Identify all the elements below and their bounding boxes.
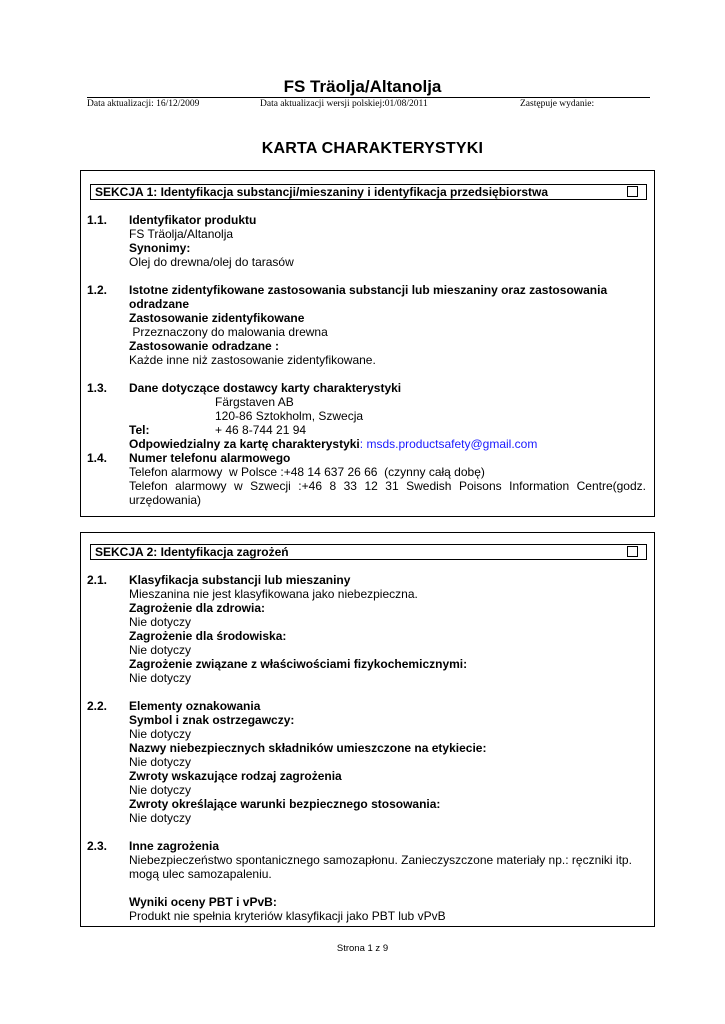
subsection-title: Dane dotyczące dostawcy karty charakterystyki — [129, 381, 402, 395]
identified-use-value: Przeznaczony do malowania drewna — [129, 325, 328, 339]
section-number: 1.1. — [87, 213, 108, 227]
supplier-name: Färgstaven AB — [215, 395, 294, 409]
subsection-title: Istotne zidentyfikowane zastosowania substancji lub mieszaniny oraz zastosowania — [129, 283, 608, 297]
document-meta-row — [87, 97, 650, 111]
subsection-title: Identyfikator produktu — [129, 213, 257, 227]
section-number: 1.3. — [87, 381, 108, 395]
emergency-phone-poland: Telefon alarmowy w Polsce :+48 14 637 26 66 (czynny całą dobę) — [129, 465, 485, 479]
precaution-statements-label: Zwroty określające warunki bezpiecznego stosowania: — [129, 797, 441, 811]
polish-version-date: Data aktualizacji wersji polskiej:01/08/2011 — [260, 99, 428, 109]
justified-word: Swedish — [406, 479, 452, 493]
section-1-heading — [90, 184, 647, 200]
justified-word: 33 — [343, 479, 357, 493]
justified-word: Poisons — [458, 479, 502, 493]
hazard-statements-label: Zwroty wskazujące rodzaj zagrożenia — [129, 769, 342, 783]
pbt-value: Produkt nie spełnia kryteriów klasyfikacji jako PBT lub vPvB — [129, 909, 446, 923]
environment-hazard-value: Nie dotyczy — [129, 643, 192, 657]
section-number: 2.1. — [87, 573, 108, 587]
justified-word: 8 — [329, 479, 337, 493]
other-hazards-text-cont: mogą ulec samozapaleniu. — [129, 867, 272, 881]
checkbox-icon[interactable] — [627, 186, 638, 197]
justified-word: w — [234, 479, 243, 493]
justified-word: Szwecji — [250, 479, 291, 493]
synonyms-label: Synonimy: — [129, 241, 191, 255]
justified-word: Centre(godz. — [576, 479, 646, 493]
symbol-label: Symbol i znak ostrzegawczy: — [129, 713, 295, 727]
section-2-heading — [90, 544, 647, 560]
section-number: 2.2. — [87, 699, 108, 713]
physchem-hazard-value: Nie dotyczy — [129, 671, 192, 685]
health-hazard-value: Nie dotyczy — [129, 615, 192, 629]
advised-against-value: Każde inne niż zastosowanie zidentyfikowane. — [129, 353, 376, 367]
precaution-statements-value: Nie dotyczy — [129, 811, 192, 825]
colon: : — [359, 437, 364, 451]
product-identifier: FS Träolja/Altanolja — [129, 227, 234, 241]
subsection-title: Klasyfikacja substancji lub mieszaniny — [129, 573, 351, 587]
section-number: 2.3. — [87, 839, 108, 853]
emergency-phone-sweden — [129, 479, 646, 493]
component-names-value: Nie dotyczy — [129, 755, 192, 769]
justified-word: alarmowy — [175, 479, 227, 493]
justified-word: 12 — [364, 479, 378, 493]
environment-hazard-label: Zagrożenie dla środowiska: — [129, 629, 287, 643]
health-hazard-label: Zagrożenie dla zdrowia: — [129, 601, 266, 615]
section-2-heading-text: SEKCJA 2: Identyfikacja zagrożeń — [95, 545, 289, 559]
update-date: Data aktualizacji: 16/12/2009 — [87, 99, 200, 109]
page-number: Strona 1 z 9 — [336, 943, 389, 954]
responsible-label: Odpowiedzialny za kartę charakterystyki — [129, 437, 360, 451]
physchem-hazard-label: Zagrożenie związane z właściwościami fizykochemicznymi: — [129, 657, 468, 671]
section-number: 1.4. — [87, 451, 108, 465]
section-number: 1.2. — [87, 283, 108, 297]
email-link[interactable]: msds.productsafety@gmail.com — [363, 437, 538, 451]
checkbox-icon[interactable] — [627, 546, 638, 557]
justified-word: 31 — [385, 479, 399, 493]
supplier-address: 120-86 Sztokholm, Szwecja — [215, 409, 364, 423]
other-hazards-text: Niebezpieczeństwo spontanicznego samozapłonu. Zanieczyszczone materiały np.: ręczniki itp. — [129, 853, 632, 867]
justified-word: Telefon — [129, 479, 168, 493]
advised-against-label: Zastosowanie odradzane : — [129, 339, 280, 353]
subsection-title: Inne zagrożenia — [129, 839, 220, 853]
tel-label: Tel: — [129, 423, 150, 437]
classification-text: Mieszanina nie jest klasyfikowana jako niebezpieczna. — [129, 587, 418, 601]
document-title: KARTA CHARAKTERYSTYKI — [261, 140, 484, 157]
subsection-title: Numer telefonu alarmowego — [129, 451, 291, 465]
replaces-edition: Zastępuje wydanie: — [520, 99, 595, 109]
subsection-title: Elementy oznakowania — [129, 699, 261, 713]
product-title: FS Träolja/Altanolja — [283, 77, 442, 96]
tel-value: + 46 8-744 21 94 — [215, 423, 307, 437]
justified-word: Information — [509, 479, 570, 493]
emergency-phone-sweden-cont: urzędowania) — [129, 493, 202, 507]
symbol-value: Nie dotyczy — [129, 727, 192, 741]
identified-use-label: Zastosowanie zidentyfikowane — [129, 311, 305, 325]
pbt-label: Wyniki oceny PBT i vPvB: — [129, 895, 277, 909]
section-1-heading-text: SEKCJA 1: Identyfikacja substancji/mieszaniny i identyfikacja przedsiębiorstwa — [95, 185, 549, 199]
hazard-statements-value: Nie dotyczy — [129, 783, 192, 797]
justified-word: :+46 — [298, 479, 322, 493]
component-names-label: Nazwy niebezpiecznych składników umieszczone na etykiecie: — [129, 741, 487, 755]
subsection-title-cont: odradzane — [129, 297, 190, 311]
synonyms-value: Olej do drewna/olej do tarasów — [129, 255, 294, 269]
responsible-person-line — [129, 437, 537, 451]
